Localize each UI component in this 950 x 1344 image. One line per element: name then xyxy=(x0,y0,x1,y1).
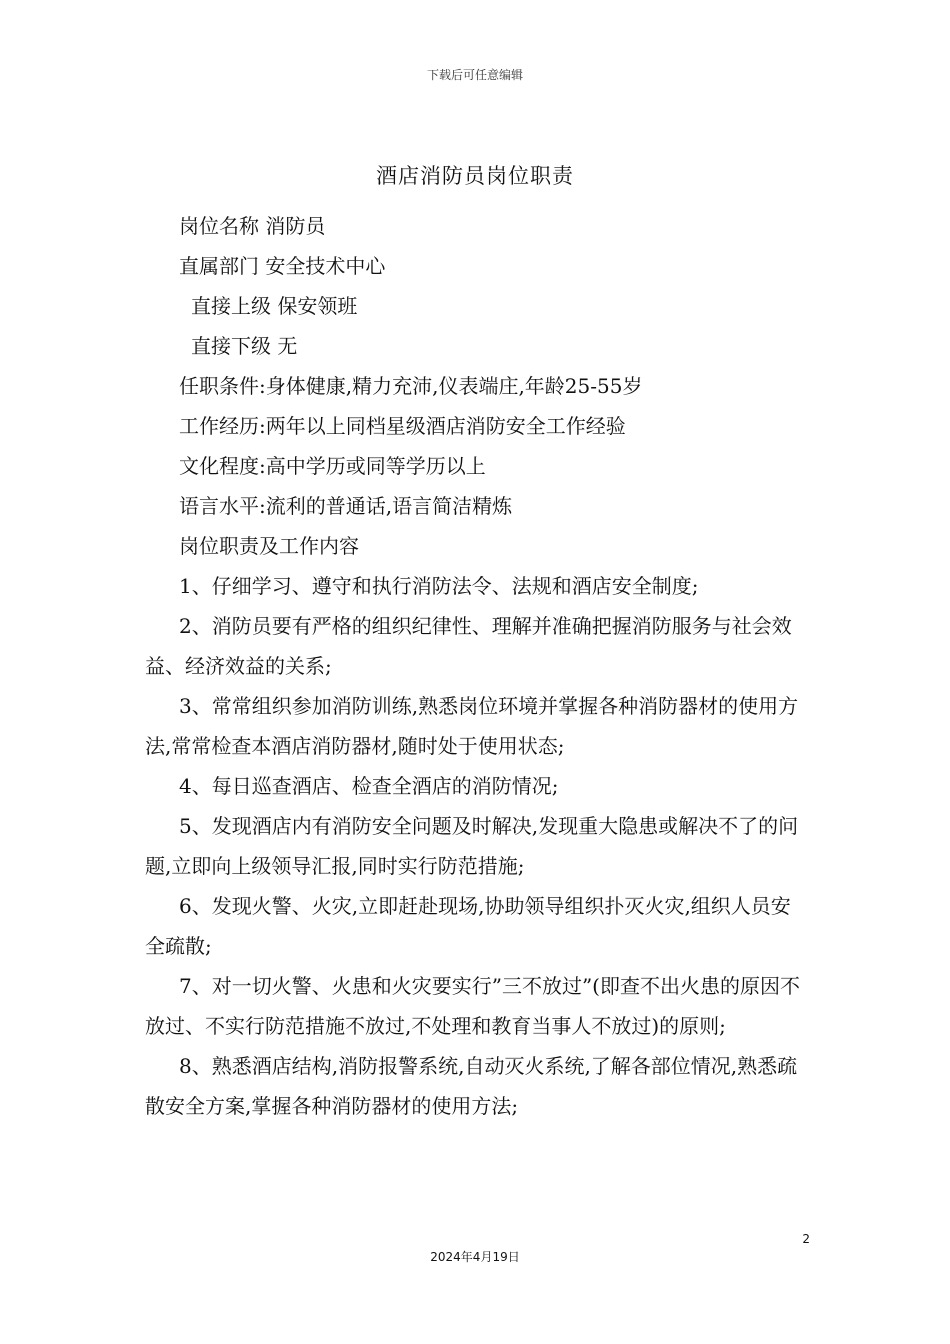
info-language: 语言水平:流利的普通话,语言简洁精炼 xyxy=(179,494,513,518)
info-education: 文化程度:高中学历或同等学历以上 xyxy=(179,454,486,478)
info-requirements: 任职条件:身体健康,精力充沛,仪表端庄,年龄25-55岁 xyxy=(179,374,643,398)
info-position-name: 岗位名称 消防员 xyxy=(179,214,326,238)
duty-item: 2、消防员要有严格的组织纪律性、理解并准确把握消防服务与社会效益、经济效益的关系; xyxy=(145,614,792,678)
duty-item: 6、发现火警、火灾,立即赶赴现场,协助领导组织扑灭火灾,组织人员安全疏散; xyxy=(145,894,791,958)
info-experience: 工作经历:两年以上同档星级酒店消防安全工作经验 xyxy=(179,414,626,438)
header-note: 下载后可任意编辑 xyxy=(426,68,523,82)
info-direct-superior: 直接上级 保安领班 xyxy=(191,294,358,318)
duty-item: 3、常常组织参加消防训练,熟悉岗位环境并掌握各种消防器材的使用方法,常常检查本酒店消防器材,随时处于使用状态; xyxy=(145,694,799,758)
duty-item: 8、熟悉酒店结构,消防报警系统,自动灭火系统,了解各部位情况,熟悉疏散安全方案,掌握各种消防器材的使用方法; xyxy=(145,1054,798,1118)
document-title: 酒店消防员岗位职责 xyxy=(376,164,574,188)
duties-heading: 岗位职责及工作内容 xyxy=(179,534,359,558)
info-direct-subordinate: 直接下级 无 xyxy=(191,334,298,358)
footer-date: 2024年4月19日 xyxy=(430,1250,520,1264)
page-number: 2 xyxy=(802,1232,810,1246)
duty-item: 4、每日巡查酒店、检查全酒店的消防情况; xyxy=(179,774,559,798)
duty-item: 5、发现酒店内有消防安全问题及时解决,发现重大隐患或解决不了的问题,立即向上级领导汇报,同时实行防范措施; xyxy=(145,814,799,878)
info-department: 直属部门 安全技术中心 xyxy=(179,254,386,278)
duty-item: 1、仔细学习、遵守和执行消防法令、法规和酒店安全制度; xyxy=(179,574,699,598)
duty-item: 7、对一切火警、火患和火灾要实行”三不放过”(即查不出火患的原因不放过、不实行防范措施不放过,不处理和教育当事人不放过)的原则; xyxy=(145,974,800,1038)
document-body xyxy=(145,206,805,1126)
